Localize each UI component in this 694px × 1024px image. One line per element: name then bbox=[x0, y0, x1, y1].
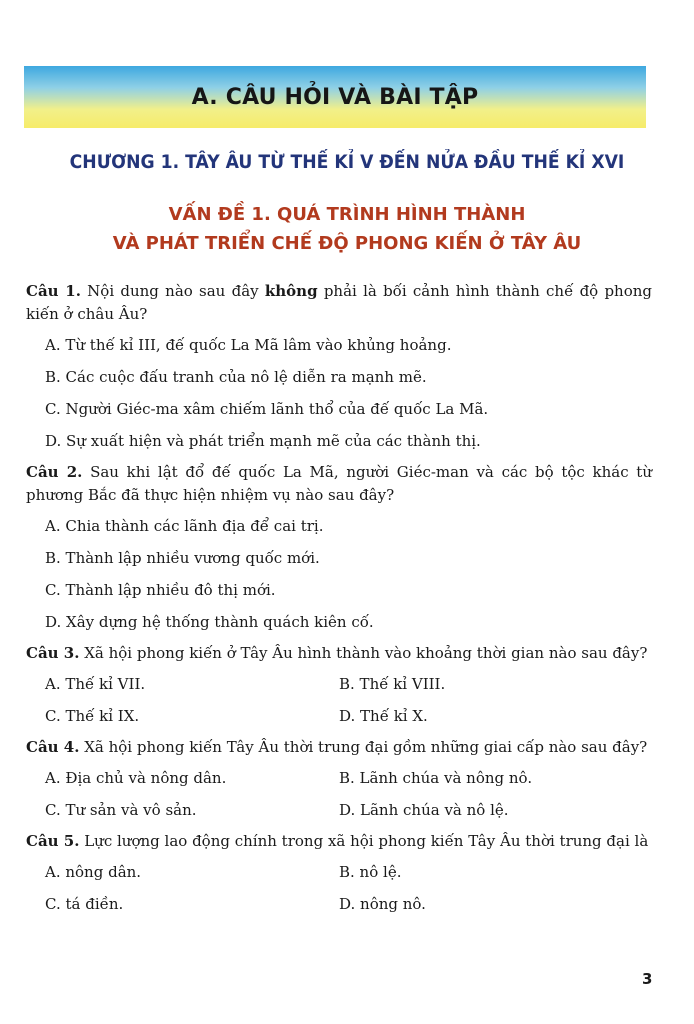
question-text: Xã hội phong kiến ở Tây Âu hình thành vào khoảng thời gian nào sau đây? bbox=[79, 644, 648, 662]
question-number: Câu 1. bbox=[26, 282, 81, 300]
question-3 bbox=[26, 642, 652, 665]
option-a: A. Chia thành các lãnh địa để cai trị. bbox=[45, 517, 324, 535]
option-c: C. Người Giéc-ma xâm chiếm lãnh thổ của đế quốc La Mã. bbox=[45, 400, 489, 418]
question-number: Câu 2. bbox=[26, 463, 83, 481]
issue-title bbox=[0, 200, 694, 258]
question-text-after: phải là bối cảnh hình thành chế độ phong kiến ở châu Âu? bbox=[26, 282, 653, 323]
option-a: A. Từ thế kỉ III, đế quốc La Mã lâm vào khủng hoảng. bbox=[45, 336, 452, 354]
option-row bbox=[26, 799, 652, 822]
question-number: Câu 4. bbox=[26, 738, 80, 756]
option-c: C. Tư sản và vô sản. bbox=[45, 801, 197, 819]
option-b: B. Lãnh chúa và nông nô. bbox=[339, 769, 533, 787]
option-d: D. Thế kỉ X. bbox=[339, 707, 428, 725]
option-row bbox=[26, 767, 652, 790]
issue-title-line1: VẤN ĐỀ 1. QUÁ TRÌNH HÌNH THÀNH bbox=[168, 204, 526, 225]
question-list bbox=[26, 280, 652, 916]
chapter-title: CHƯƠNG 1. TÂY ÂU TỪ THẾ KỈ V ĐẾN NỬA ĐẦU THẾ KỈ XVI bbox=[69, 152, 625, 173]
option-c: C. Thế kỉ IX. bbox=[45, 707, 140, 725]
option-row bbox=[26, 705, 652, 728]
question-5 bbox=[26, 830, 652, 853]
question-text: Xã hội phong kiến Tây Âu thời trung đại gồm những giai cấp nào sau đây? bbox=[79, 738, 648, 756]
option-b: B. nô lệ. bbox=[339, 863, 402, 881]
question-2 bbox=[26, 461, 652, 507]
question-4 bbox=[26, 736, 652, 759]
option-b: B. Thế kỉ VIII. bbox=[339, 675, 446, 693]
option-a: A. Thế kỉ VII. bbox=[45, 675, 146, 693]
option-c: C. Thành lập nhiều đô thị mới. bbox=[45, 581, 276, 599]
question-text: Sau khi lật đổ đế quốc La Mã, người Giéc-man và các bộ tộc khác từ phương Bắc đã thực hiện nhiệm vụ nào sau đây? bbox=[26, 463, 652, 504]
question-number: Câu 3. bbox=[26, 644, 80, 662]
option-d: D. Sự xuất hiện và phát triển mạnh mẽ của các thành thị. bbox=[45, 432, 481, 450]
question-emphasis: không bbox=[264, 282, 318, 300]
option-d: D. Xây dựng hệ thống thành quách kiên cố. bbox=[45, 613, 374, 631]
option-b: B. Thành lập nhiều vương quốc mới. bbox=[45, 549, 320, 567]
option-a: A. Địa chủ và nông dân. bbox=[45, 769, 227, 787]
question-number: Câu 5. bbox=[26, 832, 80, 850]
question-text-before: Nội dung nào sau đây bbox=[80, 282, 265, 300]
page-number: 3 bbox=[642, 970, 653, 988]
option-row bbox=[26, 893, 652, 916]
option-a: A. nông dân. bbox=[45, 863, 142, 881]
issue-title-line2: VÀ PHÁT TRIỂN CHẾ ĐỘ PHONG KIẾN Ở TÂY ÂU bbox=[112, 233, 582, 254]
option-c: C. tá điền. bbox=[45, 895, 124, 913]
option-d: D. Lãnh chúa và nô lệ. bbox=[339, 801, 509, 819]
question-text: Lực lượng lao động chính trong xã hội phong kiến Tây Âu thời trung đại là bbox=[79, 832, 649, 850]
section-title: A. CÂU HỎI VÀ BÀI TẬP bbox=[191, 84, 479, 110]
question-1 bbox=[26, 280, 652, 326]
option-b: B. Các cuộc đấu tranh của nô lệ diễn ra mạnh mẽ. bbox=[45, 368, 427, 386]
option-row bbox=[26, 861, 652, 884]
section-banner bbox=[24, 66, 646, 128]
option-row bbox=[26, 673, 652, 696]
option-d: D. nông nô. bbox=[339, 895, 426, 913]
